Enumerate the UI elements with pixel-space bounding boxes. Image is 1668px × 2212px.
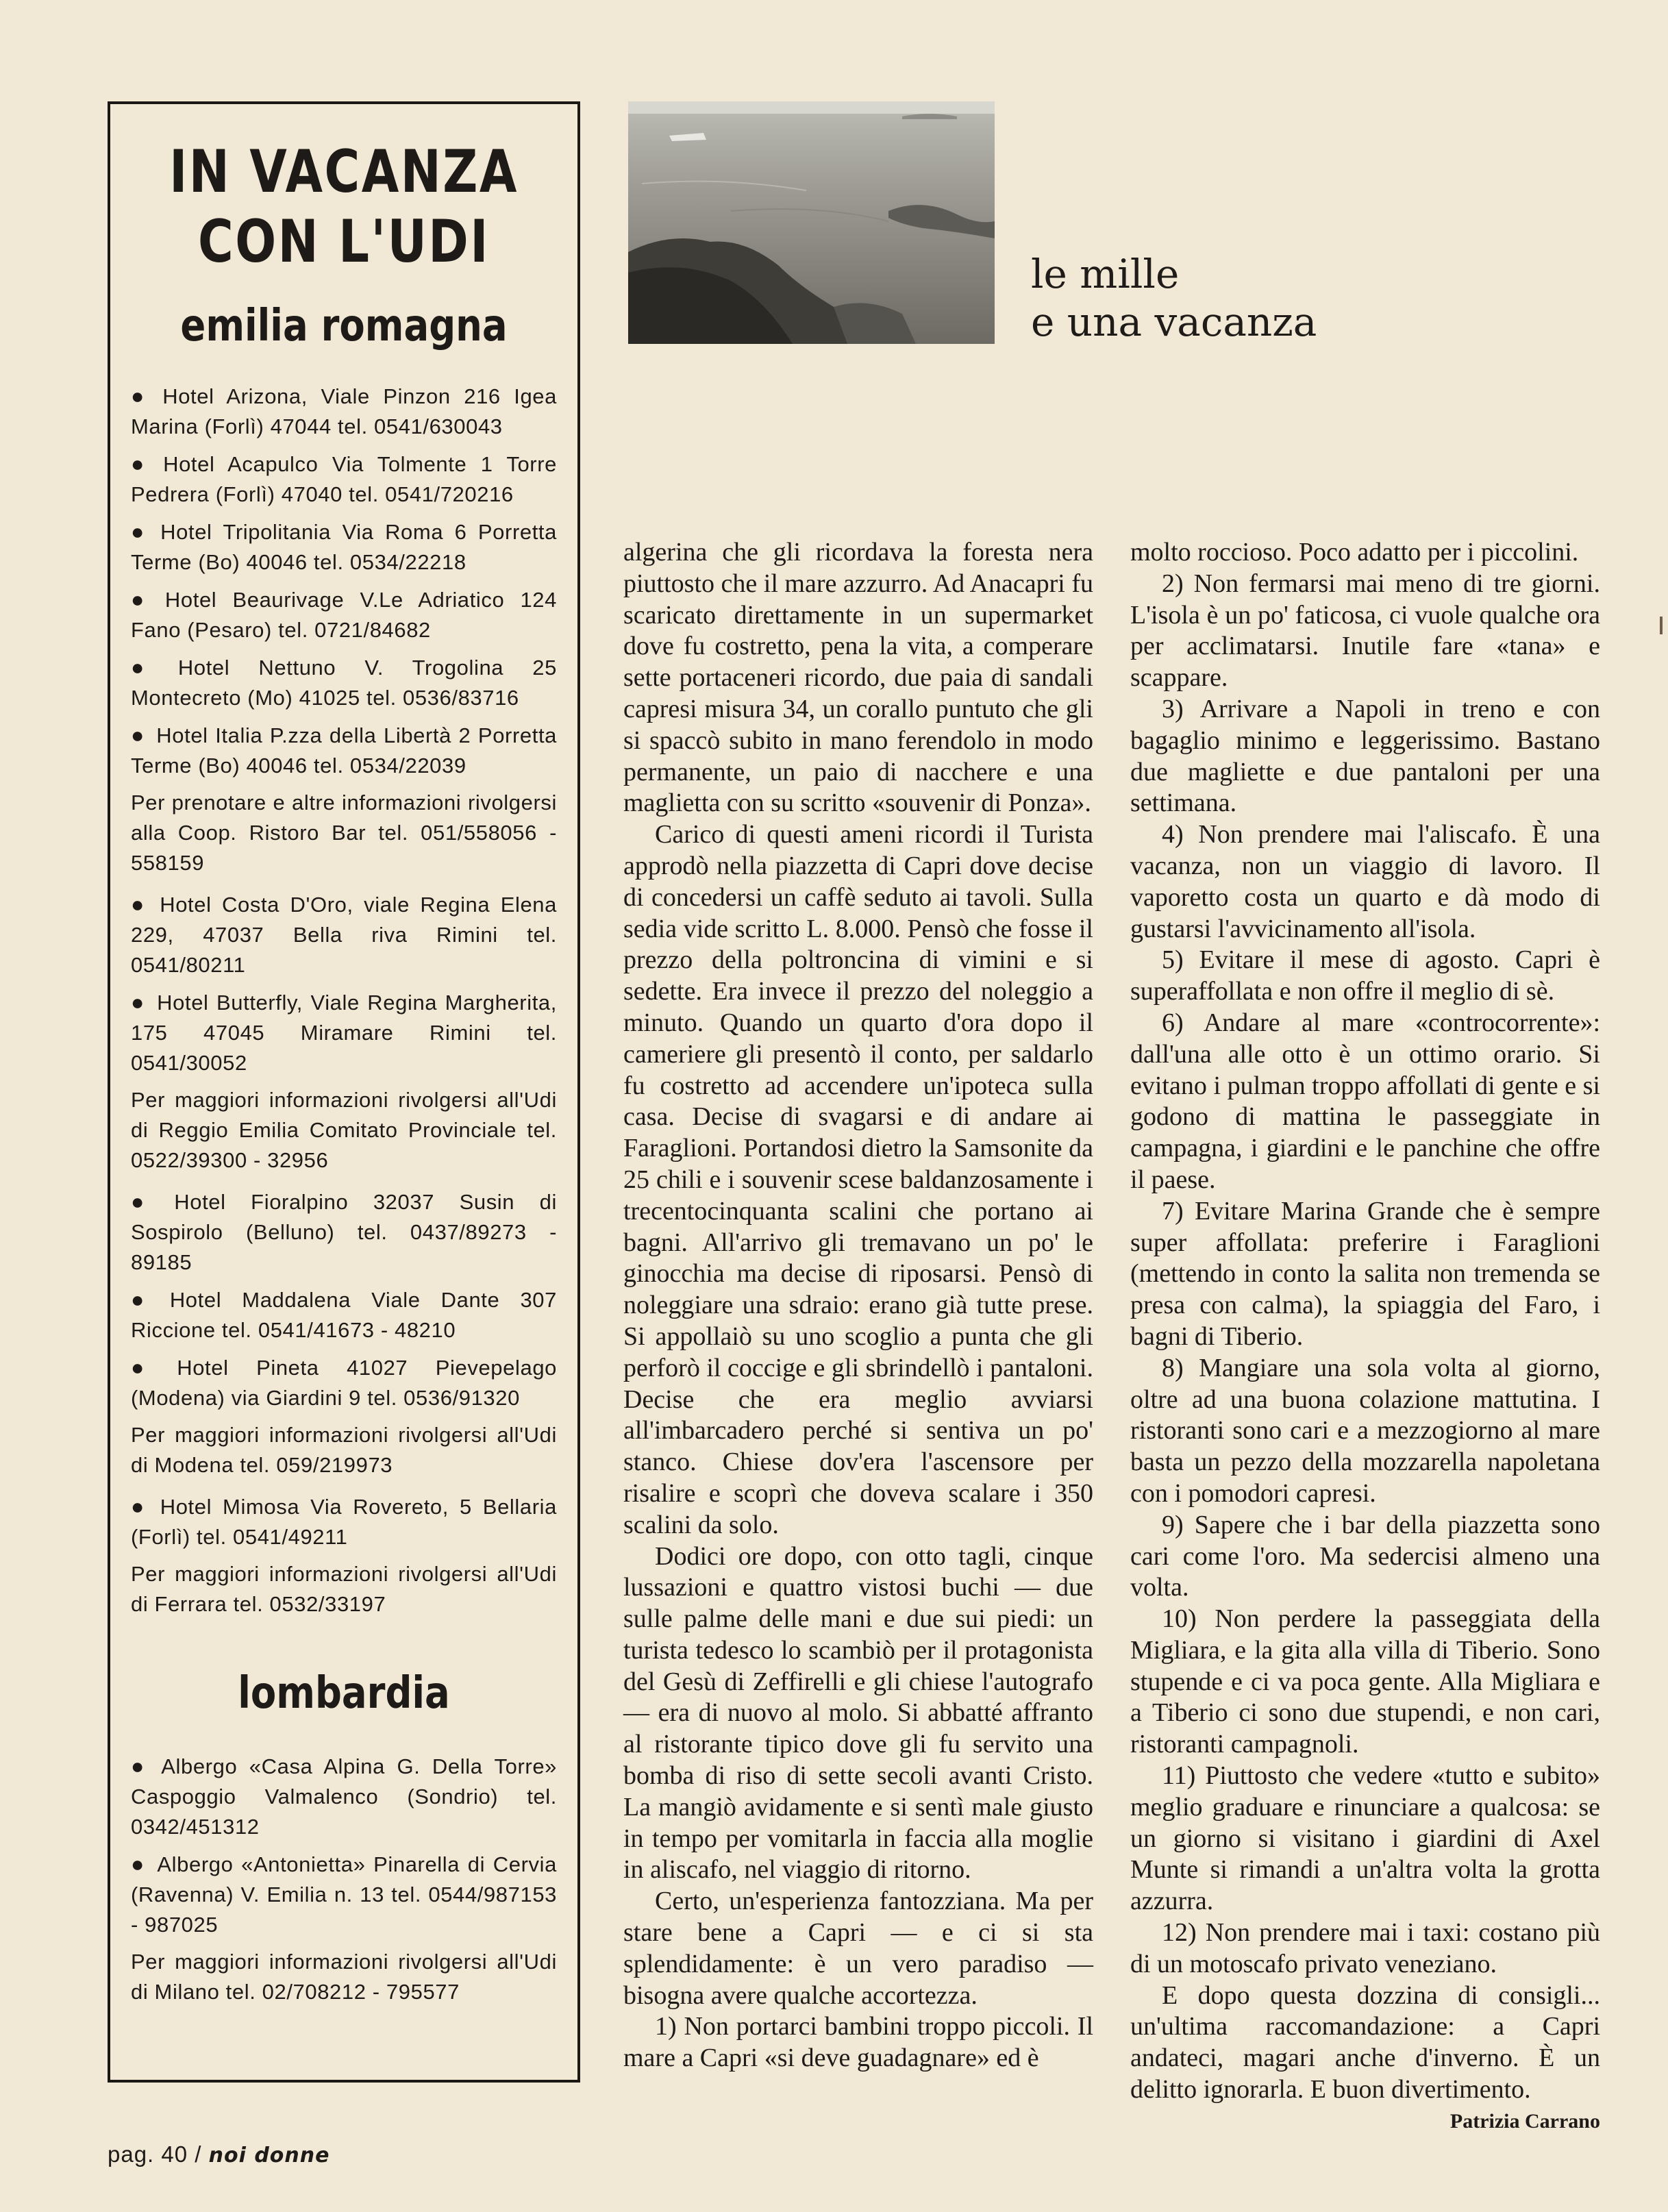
article-paragraph: 6) Andare al mare «controcorrente»: dall'una alle otto è un ottimo orario. Si evitano i pulman troppo affollati di gente e si godono di mattina le passeggiate in campagna, i giardini e le panchine che offre il paese. (1130, 1008, 1600, 1194)
article-paragraph: 5) Evitare il mese di agosto. Capri è superaffollata e non offre il meglio di sè. (1130, 945, 1600, 1006)
hotel-listing: ● Hotel Nettuno V. Trogolina 25 Montecreto (Mo) 41025 tel. 0536/83716 (131, 652, 557, 713)
article-paragraph: 1) Non portarci bambini troppo piccoli. Il mare a Capri «si deve guadagnare» ed è (623, 2012, 1093, 2073)
article-column-1 (623, 537, 1093, 2074)
page-number: pag. 40 / (108, 2141, 202, 2167)
article-paragraph: 3) Arrivare a Napoli in treno e con bagaglio minimo e leggerissimo. Bastano due magliette e due pantaloni per una settimana. (1130, 694, 1600, 818)
box-title (169, 137, 519, 277)
region-heading: emilia romagna (180, 301, 508, 351)
article-paragraph: 8) Mangiare una sola volta al giorno, oltre ad una buona colazione mattutina. I ristoranti sono cari e a mezzogiorno al mare basta un pezzo della mozzarella napoletana con i pomodori capresi. (1130, 1353, 1600, 1508)
article-column-2 (1130, 537, 1600, 2137)
contact-info: Per prenotare e altre informazioni rivolgersi alla Coop. Ristoro Bar tel. 051/558056 - 558159 (131, 791, 557, 875)
article-paragraph: algerina che gli ricordava la foresta nera piuttosto che il mare azzurro. Ad Anacapri fu scaricato direttamente in un supermarket dove fu costretto, pena la vita, a comperare sette portaceneri ricordo, due paia di sandali capresi misura 34, un corallo puntuto che gli si spaccò subito in mano ferendolo in modo permanente, un paio di nacchere e una maglietta con su scritto «souvenir di Ponza». (623, 538, 1093, 818)
article-paragraph: 7) Evitare Marina Grande che è sempre super affollata: preferire i Faraglioni (mettendo in conto la salita non tremenda se presa con calma), la spiaggia del Faro, i bagni di Tiberio. (1130, 1196, 1600, 1351)
hotel-listing: ● Albergo «Casa Alpina G. Della Torre» Caspoggio Valmalenco (Sondrio) tel. 0342/451312 (131, 1751, 557, 1842)
article-paragraph: 12) Non prendere mai i taxi: costano più di un motoscafo privato veneziano. (1130, 1918, 1600, 1978)
article-paragraph: 11) Piuttosto che vedere «tutto e subito» meglio graduare e rinunciare a qualcosa: se un giorno si visitano i giardini di Axel Munte si rimandi a un'altra volta la grotta azzurra. (1130, 1761, 1600, 1916)
article-paragraph: molto roccioso. Poco adatto per i piccolini. (1130, 538, 1579, 567)
hotel-listing: ● Albergo «Antonietta» Pinarella di Cervia (Ravenna) V. Emilia n. 13 tel. 0544/987153 - 987025 (131, 1849, 557, 1940)
page-footer (108, 2141, 329, 2167)
box-title-line1: IN VACANZA (169, 138, 519, 206)
hotel-listing: ● Hotel Italia P.zza della Libertà 2 Porretta Terme (Bo) 40046 tel. 0534/22039 (131, 720, 557, 781)
headline-line1: le mille (1031, 251, 1180, 297)
hotel-listing: ● Hotel Mimosa Via Rovereto, 5 Bellaria (Forlì) tel. 0541/49211 (131, 1491, 557, 1552)
article-paragraph: Certo, un'esperienza fantozziana. Ma per stare bene a Capri — e ci si sta splendidamente: è un vero paradiso — bisogna avere qualche accortezza. (623, 1887, 1093, 2010)
article-paragraph: 4) Non prendere mai l'aliscafo. È una vacanza, non un viaggio di lavoro. Il vaporetto costa un quarto e dà modo di gustarsi l'avvicinamento all'isola. (1130, 820, 1600, 943)
regions-list (131, 299, 557, 2007)
hotel-listing: ● Hotel Acapulco Via Tolmente 1 Torre Pedrera (Forlì) 47040 tel. 0541/720216 (131, 449, 557, 510)
page-edge-mark (1660, 617, 1663, 634)
photo-image (628, 101, 995, 344)
magazine-name: noi donne (208, 2143, 330, 2167)
article-paragraph: Carico di questi ameni ricordi il Turista approdò nella piazzetta di Capri dove decise di concedersi un caffè seduto ai tavoli. Sulla sedia vide scritto L. 8.000. Pensò che fosse il prezzo della poltroncina di vimini e si sedette. Era invece il prezzo del noleggio a minuto. Quando un quarto d'ora dopo il cameriere gli presentò il conto, per saldarlo fu costretto ad accendere un'ipoteca sulla casa. Decise di svagarsi e di andare ai Faraglioni. Portandosi dietro la Samsonite da 25 chili e i souvenir scese baldanzosamente i trecentocinquanta scalini che portano ai bagni. All'arrivo gli tremavano un po' le ginocchia ma decise di riposarsi. Pensò di noleggiare una sdraio: erano già tutte prese. Si appollaiò su uno scoglio a punta che gli perforò il coccige e gli sbrindellò i pantaloni. Decise che era meglio avviarsi all'imbarcadero perché si sentiva un po' stanco. Chiese dov'era l'ascensore per risalire e scoprì che doveva scalare i 350 scalini da solo. (623, 820, 1094, 1539)
author-byline: Patrizia Carrano (1449, 2109, 1600, 2133)
article-paragraph: 10) Non perdere la passeggiata della Migliara, e la gita alla villa di Tiberio. Sono stupende e ci va poca gente. Alla Migliara e a Tiberio ci sono due stupendi, e non cari, ristoranti campagnoli. (1130, 1604, 1600, 1759)
hotel-listing: ● Hotel Maddalena Viale Dante 307 Riccione tel. 0541/41673 - 48210 (131, 1284, 557, 1345)
hotel-listing: ● Hotel Costa D'Oro, viale Regina Elena 229, 47037 Bella riva Rimini tel. 0541/80211 (131, 889, 557, 980)
contact-info: Per maggiori informazioni rivolgersi all'Udi di Modena tel. 059/219973 (131, 1423, 557, 1477)
udi-holiday-box (108, 101, 580, 2083)
headline-line2: e una vacanza (1031, 299, 1317, 345)
article-paragraph: E dopo questa dozzina di consigli... un'ultima raccomandazione: a Capri andateci, magari anche d'inverno. È un delitto ignorarla. E buon divertimento. (1130, 1980, 1600, 2104)
hotel-listing: ● Hotel Tripolitania Via Roma 6 Porretta Terme (Bo) 40046 tel. 0534/22218 (131, 517, 557, 577)
article-paragraph: Dodici ore dopo, con otto tagli, cinque lussazioni e quattro vistosi buchi — due sulle palme delle mani e due sui piedi: un turista tedesco lo scambiò per il protagonista del Gesù di Zeffirelli e gli chiese l'autografo — era di nuovo al molo. Si abbatté affranto al ristorante tipico dove gli fu servito una bomba di riso di sette secoli avanti Cristo. La mangiò avidamente e si sentì male giusto in tempo per vomitarla in faccia alla moglie in aliscafo, nel viaggio di ritorno. (623, 1541, 1093, 1885)
sea-rocks-photo (628, 101, 995, 344)
hotel-listing: ● Hotel Butterfly, Viale Regina Margherita, 175 47045 Miramare Rimini tel. 0541/30052 (131, 987, 557, 1078)
box-title-line2: CON L'UDI (198, 208, 490, 276)
contact-info: Per maggiori informazioni rivolgersi all'Udi di Reggio Emilia Comitato Provinciale tel. 0522/39300 - 32956 (131, 1088, 557, 1172)
hotel-listing: ● Hotel Fioralpino 32037 Susin di Sospirolo (Belluno) tel. 0437/89273 - 89185 (131, 1186, 557, 1278)
article-headline (1031, 250, 1510, 346)
contact-info: Per maggiori informazioni rivolgersi all'Udi di Milano tel. 02/708212 - 795577 (131, 1950, 557, 2004)
hotel-listing: ● Hotel Arizona, Viale Pinzon 216 Igea Marina (Forlì) 47044 tel. 0541/630043 (131, 381, 557, 442)
contact-info: Per maggiori informazioni rivolgersi all'Udi di Ferrara tel. 0532/33197 (131, 1562, 557, 1616)
hotel-listing: ● Hotel Beaurivage V.Le Adriatico 124 Fano (Pesaro) tel. 0721/84682 (131, 584, 557, 645)
hotel-listing: ● Hotel Pineta 41027 Pievepelago (Modena) via Giardini 9 tel. 0536/91320 (131, 1352, 557, 1413)
article-paragraph: 9) Sapere che i bar della piazzetta sono cari come l'oro. Ma sedercisi almeno una volta. (1130, 1510, 1600, 1602)
region-heading: lombardia (238, 1668, 450, 1719)
article-paragraph: 2) Non fermarsi mai meno di tre giorni. L'isola è un po' faticosa, ci vuole qualche ora per acclimatarsi. Inutile fare «tana» e scappare. (1130, 569, 1600, 693)
